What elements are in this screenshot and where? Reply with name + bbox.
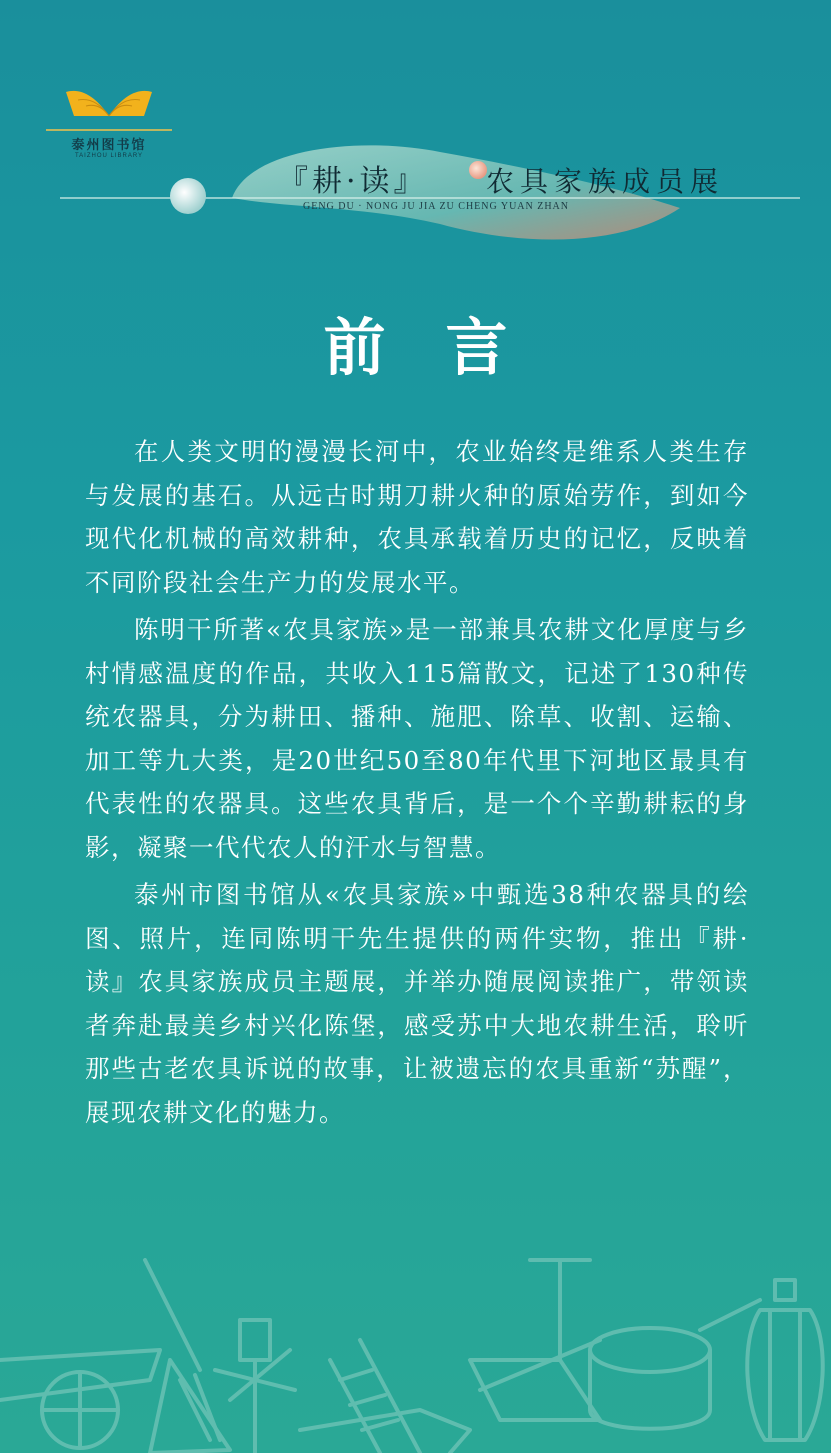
preface-body [85, 430, 749, 1138]
wheelbarrow-icon [0, 1350, 160, 1448]
paragraph: 在人类文明的漫漫长河中，农业始终是维系人类生存与发展的基石。从远古时期刀耕火种的原始劳作，到如今现代化机械的高效耕种，农具承载着历史的记忆，反映着不同阶段社会生产力的发展水平。 [85, 437, 749, 597]
farm-tools-illustration [0, 1240, 831, 1453]
winnower-icon [215, 1320, 295, 1453]
paragraph: 陈明干所著«农具家族»是一部兼具农耕文化厚度与乡村情感温度的作品，共收入115篇散文，记述了130种传统农器具，分为耕田、播种、施肥、除草、收割、运输、加工等九大类，是20世纪50至80年代里下河地区最具有代表性的农器具。这些农具背后，是一个个辛勤耕耘的身影，凝聚一代代农人的汗水与智慧。 [85, 615, 749, 862]
banner-title-right: 农具家族成员展 [486, 165, 725, 198]
paragraph: 泰州市图书馆从«农具家族»中甄选38种农器具的绘图、照片，连同陈明干先生提供的两件实物，推出『耕·读』农具家族成员主题展，并举办随展阅读推广，带领读者奔赴最美乡村兴化陈堡，感受苏中大地农耕生活，聆听那些古老农具诉说的故事，让被遗忘的农具重新“苏醒”，展现农耕文化的魅力。 [85, 880, 749, 1127]
ladder-icon [300, 1340, 470, 1453]
logo-subtitle: TAIZHOU LIBRARY [74, 153, 144, 159]
banner-subtitle: GENG DU · NONG JU JIA ZU CHENG YUAN ZHAN [303, 201, 570, 212]
open-book-icon [44, 86, 174, 134]
logo-name: 泰州图书馆 [71, 138, 147, 153]
lantern-icon [747, 1280, 822, 1440]
banner-title-left: 『耕·读』 [278, 164, 428, 199]
plough-icon [470, 1260, 600, 1420]
page-title: 前言 [323, 311, 568, 384]
millstone-icon [590, 1300, 760, 1429]
